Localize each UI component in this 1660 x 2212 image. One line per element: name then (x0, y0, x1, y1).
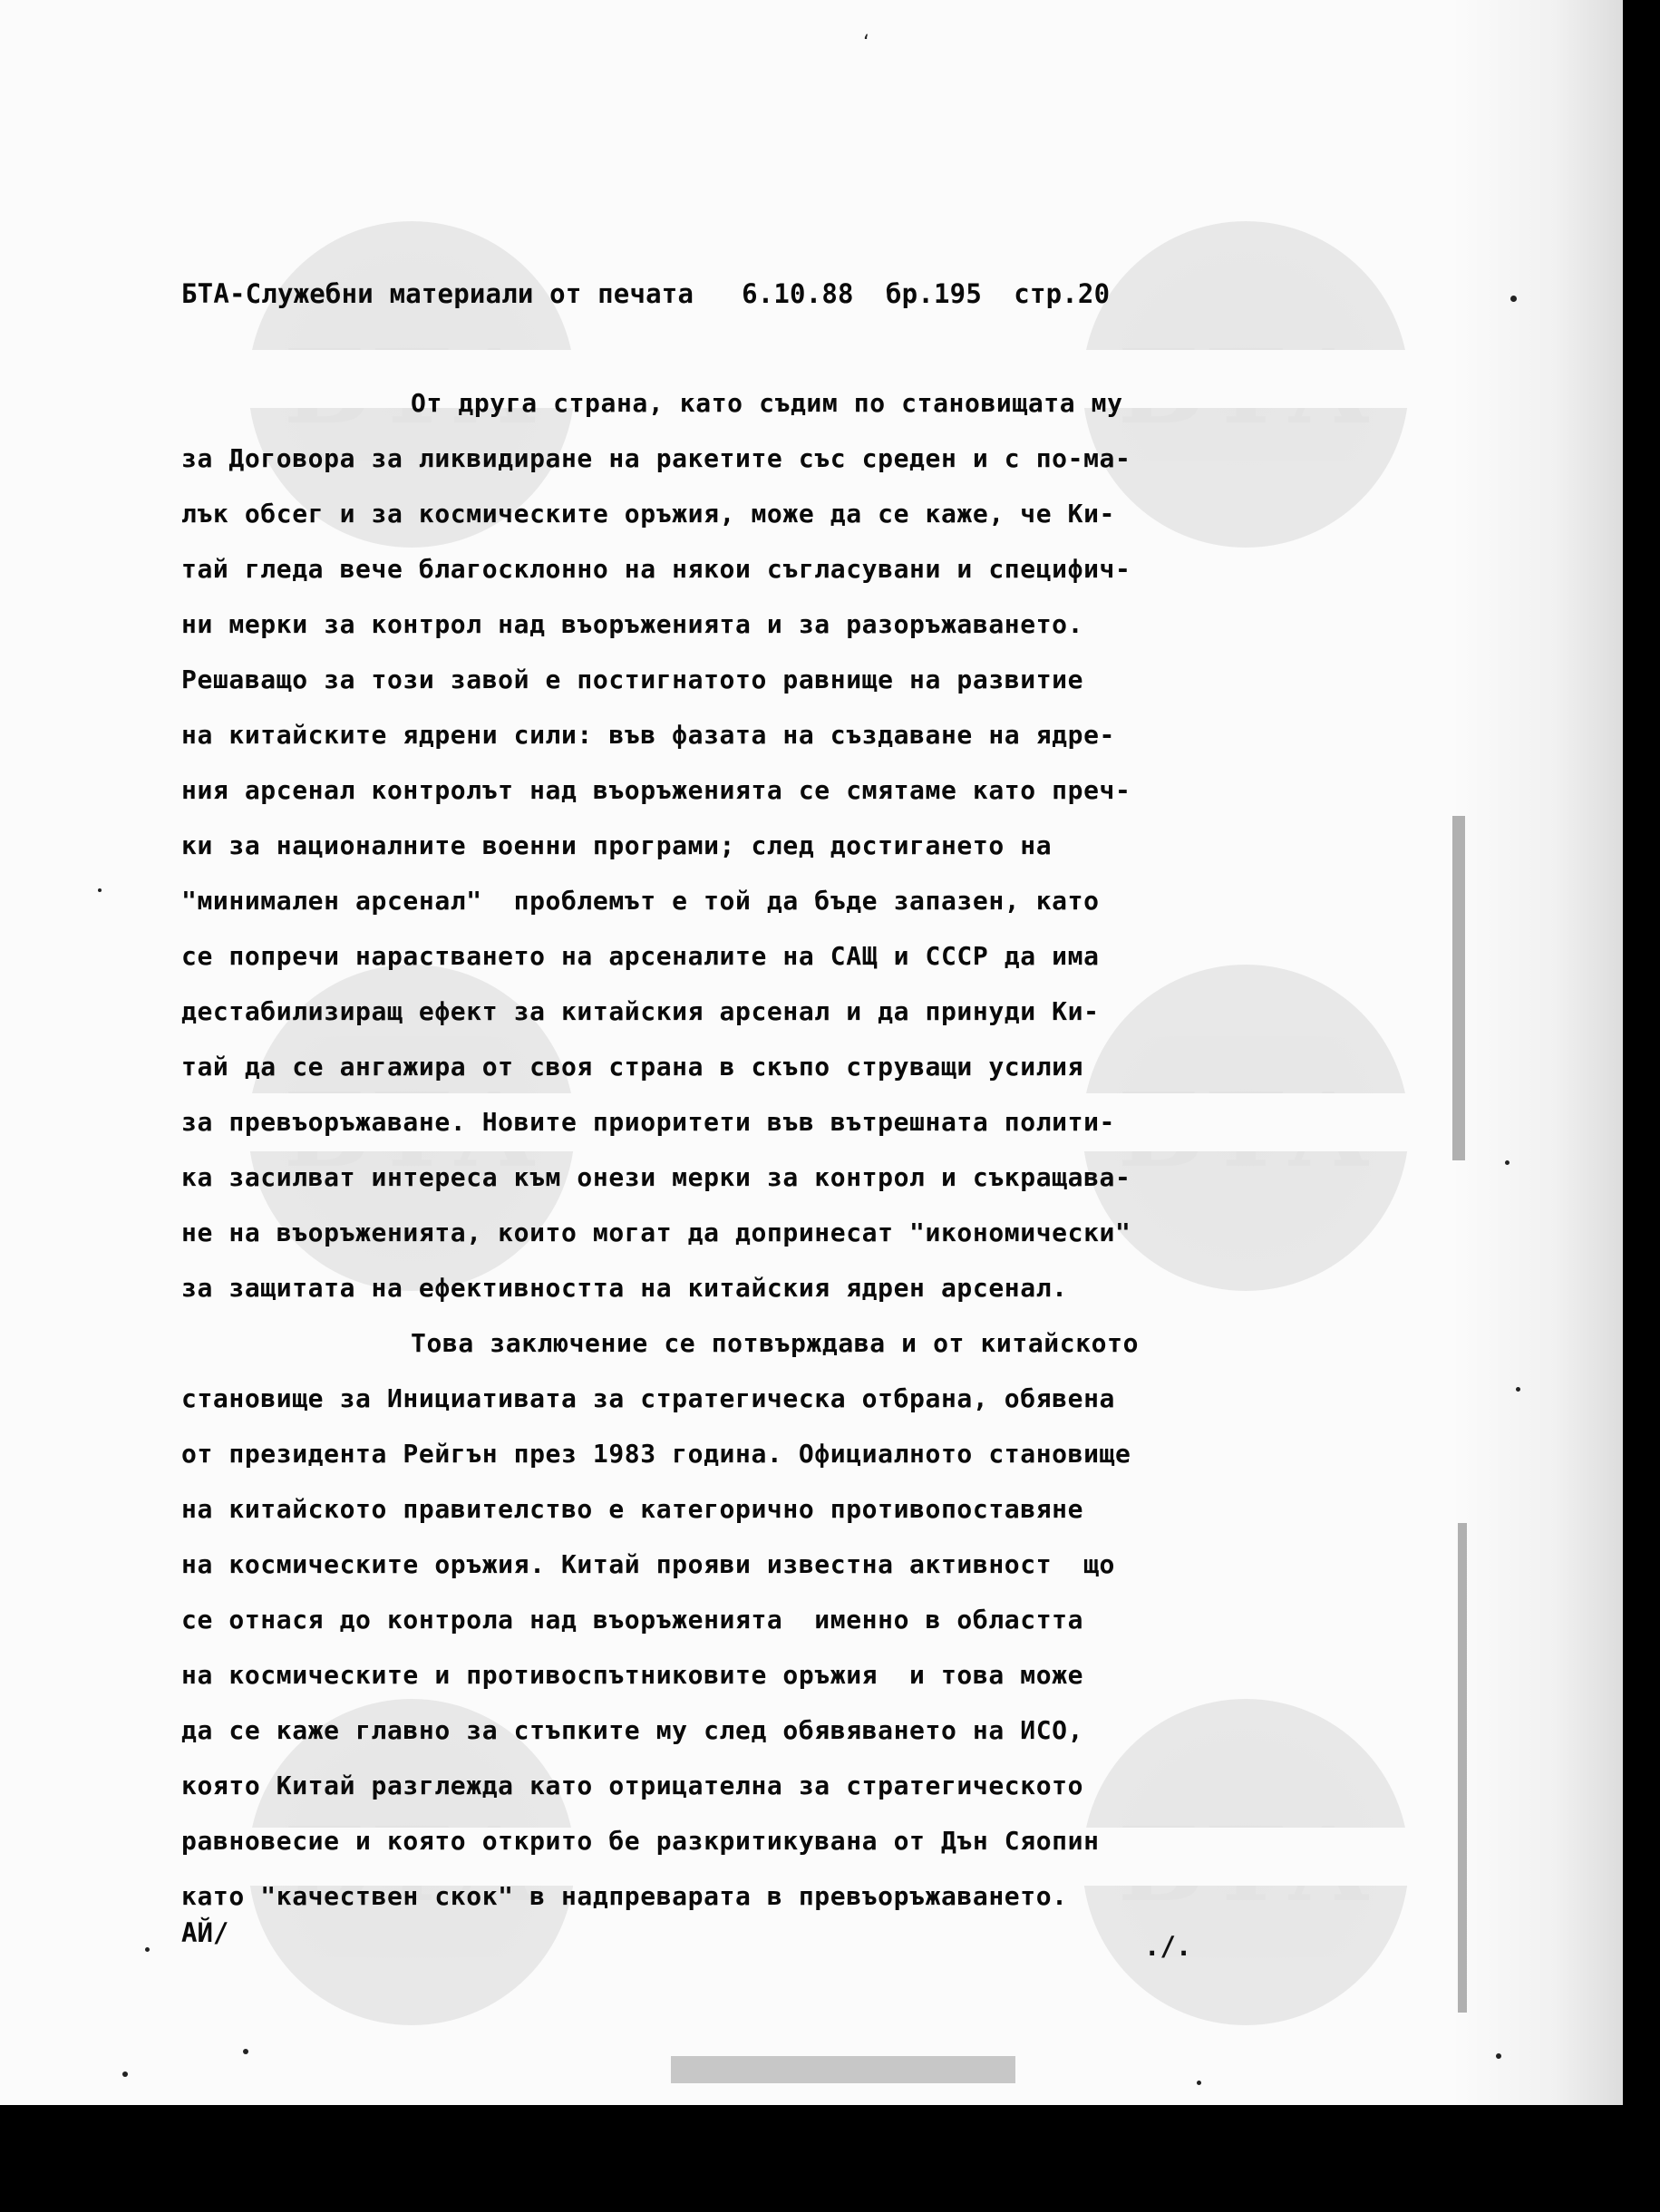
scan-smudge (1452, 816, 1465, 1160)
text-line: която Китай разглежда като отрицателна за стратегическото (181, 1771, 1084, 1800)
text-line: от президента Рейгън през 1983 година. Официалното становище (181, 1439, 1131, 1469)
scan-mark: ʻ (863, 32, 869, 54)
text-line: Това заключение се потвърждава и от китайското (411, 1328, 1140, 1358)
paragraph-2 (181, 1315, 1324, 1924)
text-line: становище за Инициативата за стратегическа отбрана, обявена (181, 1383, 1115, 1413)
scan-smudge (1458, 1523, 1467, 2013)
scan-smudge (671, 2056, 1015, 2083)
scan-border-bottom (0, 2105, 1660, 2212)
text-line: за Договора за ликвидиране на ракетите със среден и с по-ма- (181, 443, 1131, 473)
scan-speck (1496, 2053, 1501, 2059)
text-line: ния арсенал контролът над въоръженията се смятаме като преч- (181, 775, 1131, 805)
text-line: От друга страна, като съдим по становищата му (411, 388, 1123, 418)
text-line: на космическите оръжия. Китай прояви известна активност що (181, 1549, 1115, 1579)
continuation-mark: ./. (1144, 1931, 1192, 1962)
scan-speck (122, 2071, 128, 2077)
document-body (181, 272, 1324, 1924)
paragraph-1 (181, 375, 1324, 1315)
text-line: се отнася до контрола над въоръженията именно в областта (181, 1605, 1084, 1635)
author-initials: АЙ/ (181, 1917, 229, 1948)
text-line: на космическите и противоспътниковите оръжия и това може (181, 1660, 1084, 1690)
text-line: Решаващо за този завой е постигнатото равнище на развитие (181, 665, 1084, 694)
text-line: тай да се ангажира от своя страна в скъпо струващи усилия (181, 1052, 1084, 1082)
scan-speck (243, 2049, 248, 2054)
text-line: да се каже главно за стъпките му след обявяването на ИСО, (181, 1715, 1084, 1745)
scan-border-right (1623, 0, 1660, 2105)
text-line: за превъоръжаване. Новите приоритети във вътрешната полити- (181, 1107, 1115, 1137)
text-line: тай гледа вече благосклонно на някои съгласувани и специфич- (181, 554, 1131, 584)
scan-speck (1516, 1387, 1520, 1392)
scan-speck (98, 888, 102, 892)
text-line: не на въоръженията, които могат да допринесат "икономически" (181, 1218, 1131, 1247)
document-header: БТА-Служебни материали от печата 6.10.88 бр.195 стр.20 (181, 278, 1111, 309)
text-line: дестабилизиращ ефект за китайския арсенал и да принуди Ки- (181, 996, 1100, 1026)
paper-edge-shadow (1451, 0, 1623, 2105)
text-line: ни мерки за контрол над въоръженията и за разоръжаването. (181, 609, 1084, 639)
text-line: "минимален арсенал" проблемът е той да бъде запазен, като (181, 886, 1100, 916)
text-line: ки за националните военни програми; след достигането на (181, 830, 1053, 860)
text-line: ка засилват интереса към онези мерки за контрол и съкращава- (181, 1162, 1131, 1192)
text-line: лък обсег и за космическите оръжия, може да се каже, че Ки- (181, 499, 1115, 529)
scan-speck (145, 1947, 150, 1952)
text-line: равновесие и която открито бе разкритикувана от Дън Сяопин (181, 1826, 1100, 1856)
text-line: на китайското правителство е категорично противопоставяне (181, 1494, 1084, 1524)
text-line: като "качествен скок" в надпреварата в превъоръжаването. (181, 1881, 1068, 1911)
text-line: за защитата на ефективността на китайския ядрен арсенал. (181, 1273, 1068, 1303)
scan-speck (1510, 296, 1517, 302)
scan-speck (1197, 2081, 1201, 2085)
text-line: се попречи нарастването на арсеналите на САЩ и СССР да има (181, 941, 1100, 971)
scan-speck (1505, 1160, 1510, 1165)
text-line: на китайските ядрени сили: във фазата на създаване на ядре- (181, 720, 1115, 750)
